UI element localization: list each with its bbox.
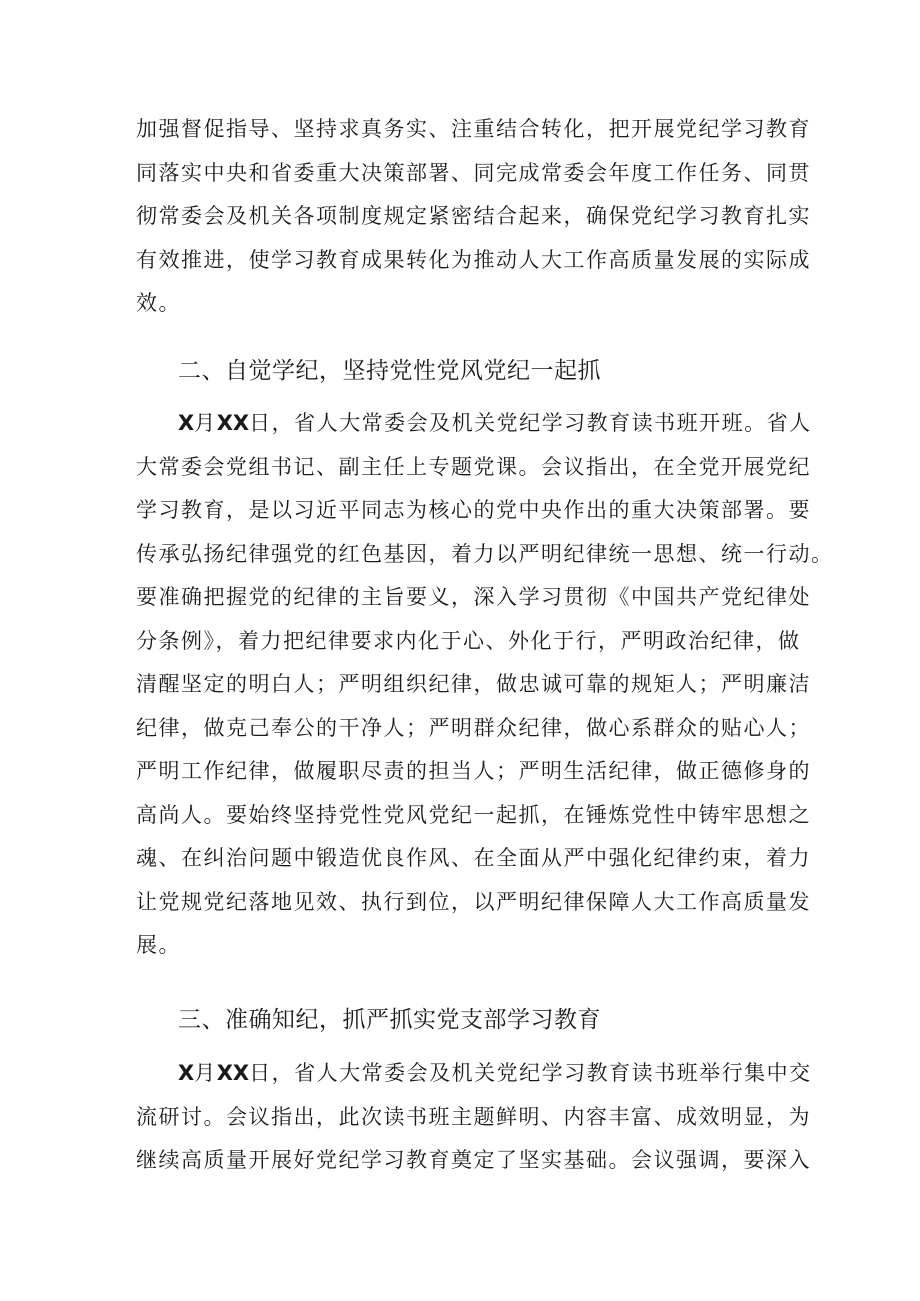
day-char: 日	[249, 1061, 272, 1085]
text-line: 让党规党纪落地见效、执行到位，以严明纪律保障人大工作高质量发	[136, 889, 811, 914]
day-char: 日	[249, 411, 272, 435]
text-line: 加强督促指导、坚持求真务实、注重结合转化，把开展党纪学习教育	[136, 117, 811, 141]
text-line: 继续高质量开展好党纪学习教育奠定了坚实基础。会议强调，要深入	[136, 1148, 811, 1172]
text-line: 纪律，做克己奉公的干净人；严明群众纪律，做心系群众的贴心人；	[136, 715, 811, 740]
text-line: 大常委会党组书记、副主任上专题党课。会议指出，在全党开展党纪	[136, 454, 811, 479]
month-char: 月	[194, 411, 217, 435]
text-line: 严明工作纪律，做履职尽责的担当人；严明生活纪律，做正德修身的	[136, 759, 811, 783]
text-line: 展。	[136, 933, 181, 957]
date-month: X	[178, 1061, 195, 1085]
text-line: 流研讨。会议指出，此次读书班主题鲜明、内容丰富、成效明显，为	[136, 1104, 811, 1129]
section-3-heading: 三、准确知纪，抓严抓实党支部学习教育	[178, 1007, 601, 1033]
text-line: 有效推进，使学习教育成果转化为推动人大工作高质量发展的实际成	[136, 247, 811, 272]
date-day: XX	[216, 1061, 250, 1085]
section-2-heading: 二、自觉学纪，坚持党性党风党纪一起抓	[178, 358, 601, 384]
text-line: 高尚人。要始终坚持党性党风党纪一起抓，在锤炼党性中铸牢思想之	[136, 802, 811, 827]
date-month: X	[178, 411, 195, 435]
text-line: 同落实中央和省委重大决策部署、同完成常委会年度工作任务、同贯	[136, 160, 811, 185]
text-line: 魂、在纠治问题中锻造优良作风、在全面从严中强化纪律约束，着力	[136, 846, 811, 870]
text-line: 学习教育，是以习近平同志为核心的党中央作出的重大决策部署。要	[136, 498, 811, 522]
text-line-rest: ，省人大常委会及机关党纪学习教育读书班开班。省人	[271, 411, 812, 435]
text-line: 清醒坚定的明白人；严明组织纪律，做忠诚可靠的规矩人；严明廉洁	[136, 672, 811, 696]
date-day: XX	[216, 411, 250, 435]
text-line: 效。	[136, 291, 181, 315]
month-char: 月	[194, 1061, 217, 1085]
text-line	[136, 1052, 812, 1096]
text-line: 分条例》，着力把纪律要求内化于心、外化于行，严明政治纪律，做	[136, 628, 801, 653]
section-3-body	[136, 1052, 812, 1183]
section-2-body	[136, 402, 834, 968]
text-line: 要准确把握党的纪律的主旨要义，深入学习贯彻《中国共产党纪律处	[136, 585, 811, 609]
text-line: 传承弘扬纪律强党的红色基因，着力以严明纪律统一思想、统一行动。	[136, 541, 834, 566]
text-line: 彻常委会及机关各项制度规定紧密结合起来，确保党纪学习教育扎实	[136, 204, 811, 228]
text-line-rest: ，省人大常委会及机关党纪学习教育读书班举行集中交	[271, 1061, 812, 1085]
text-line	[136, 402, 812, 446]
paragraph-1	[136, 108, 811, 326]
